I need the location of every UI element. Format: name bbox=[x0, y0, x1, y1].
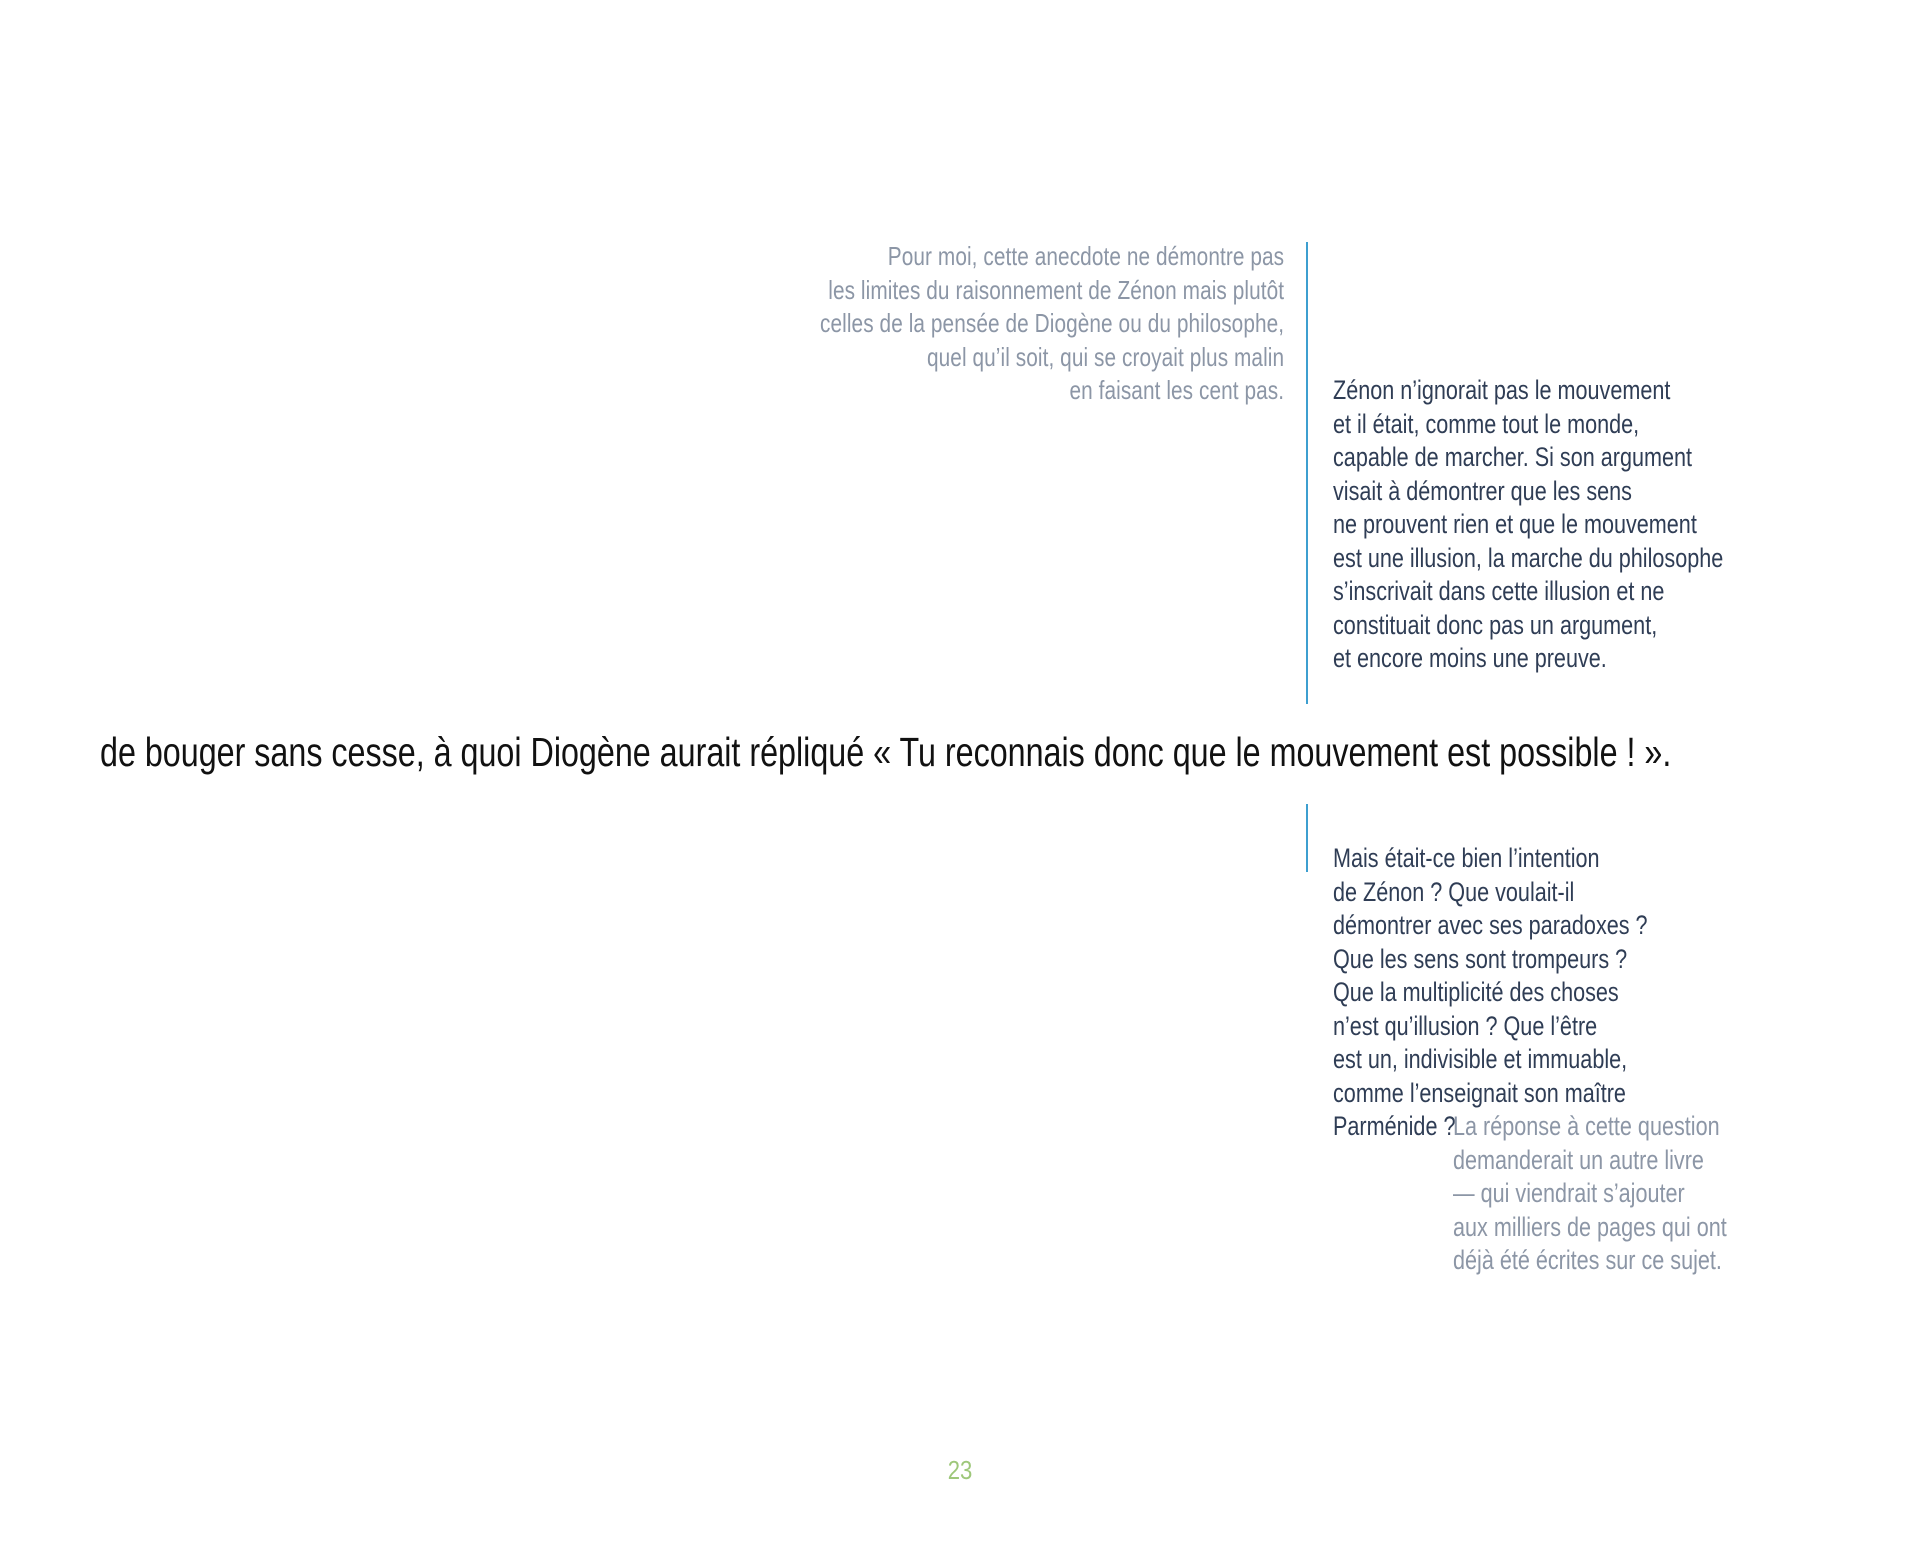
aside-left-line: quel qu’il soit, qui se croyait plus malin bbox=[926, 341, 1284, 372]
aside-note-left bbox=[820, 240, 1284, 408]
answer-line: — qui viendrait s’ajouter bbox=[1453, 1178, 1685, 1208]
aside-right-top-line: visait à démontrer que les sens bbox=[1333, 475, 1632, 506]
aside-right-bottom-line: Que les sens sont trompeurs ? bbox=[1333, 943, 1628, 974]
aside-right-top-line: et il était, comme tout le monde, bbox=[1333, 408, 1640, 439]
aside-right-bottom-line: n’est qu’illusion ? Que l’être bbox=[1333, 1010, 1598, 1041]
aside-left-line: en faisant les cent pas. bbox=[1069, 375, 1284, 405]
parmenide-question: Parménide ? bbox=[1333, 1111, 1456, 1141]
aside-left-line: celles de la pensée de Diogène ou du philosophe, bbox=[819, 308, 1284, 338]
aside-note-right-top bbox=[1333, 374, 1723, 676]
aside-right-top-line: est une illusion, la marche du philosophe bbox=[1333, 542, 1724, 573]
answer-note bbox=[1453, 1110, 1727, 1278]
aside-right-top-line: s’inscrivait dans cette illusion et ne bbox=[1333, 576, 1665, 606]
aside-right-bottom-line: est un, indivisible et immuable, bbox=[1333, 1044, 1628, 1074]
aside-right-bottom-line: démontrer avec ses paradoxes ? bbox=[1333, 910, 1648, 940]
answer-row bbox=[1333, 1110, 1727, 1278]
aside-right-top-line: constituait donc pas un argument, bbox=[1333, 609, 1658, 640]
aside-left-line: les limites du raisonnement de Zénon mais plutôt bbox=[828, 274, 1284, 305]
aside-right-bottom-line: de Zénon ? Que voulait-il bbox=[1333, 876, 1575, 907]
answer-line: aux milliers de pages qui ont bbox=[1453, 1211, 1727, 1242]
aside-note-right-bottom bbox=[1333, 842, 1727, 1278]
aside-right-top-line: Zénon n’ignorait pas le mouvement bbox=[1333, 375, 1671, 405]
vertical-divider-bottom bbox=[1306, 804, 1308, 872]
main-text-line: de bouger sans cesse, à quoi Diogène aurait répliqué « Tu reconnais donc que le mouvement est possible ! ». bbox=[100, 729, 1672, 775]
aside-right-top-line: ne prouvent rien et que le mouvement bbox=[1333, 509, 1697, 539]
page-number: 23 bbox=[947, 1455, 973, 1485]
vertical-divider-top bbox=[1306, 242, 1308, 704]
answer-line: demanderait un autre livre bbox=[1453, 1144, 1704, 1175]
aside-right-bottom-line: Que la multiplicité des choses bbox=[1333, 977, 1619, 1007]
answer-line: La réponse à cette question bbox=[1453, 1111, 1720, 1141]
aside-right-bottom-line: comme l’enseignait son maître bbox=[1333, 1077, 1626, 1108]
aside-left-line: Pour moi, cette anecdote ne démontre pas bbox=[887, 241, 1284, 271]
aside-right-top-line: capable de marcher. Si son argument bbox=[1333, 442, 1693, 472]
aside-right-bottom-line: Mais était-ce bien l’intention bbox=[1333, 843, 1600, 873]
aside-right-top-line: et encore moins une preuve. bbox=[1333, 643, 1607, 673]
answer-line: déjà été écrites sur ce sujet. bbox=[1453, 1245, 1722, 1275]
